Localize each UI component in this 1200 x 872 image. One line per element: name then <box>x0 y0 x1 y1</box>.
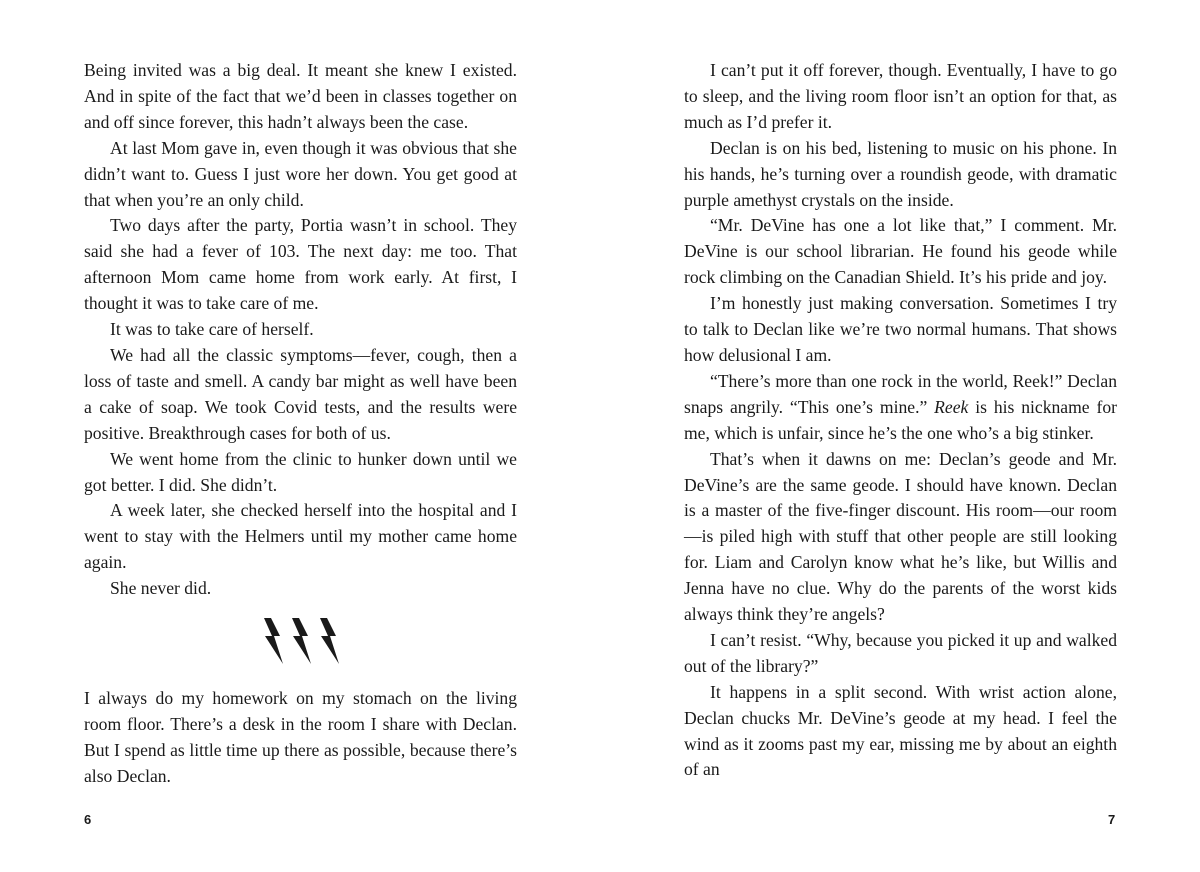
left-page <box>84 58 517 790</box>
paragraph: At last Mom gave in, even though it was obvious that she didn’t want to. Guess I just wore her down. You get good at that when you’re an only child. <box>84 137 517 210</box>
lightning-bolt-icon <box>262 618 284 664</box>
paragraph: I always do my homework on my stomach on the living room floor. There’s a desk in the room I share with Declan. But I spend as little time up there as possible, because there’s also Declan. <box>84 688 517 786</box>
lightning-bolt-icon <box>290 618 312 664</box>
right-page <box>684 58 1117 783</box>
page-number: 6 <box>84 812 92 827</box>
paragraph: “Mr. DeVine has one a lot like that,” I comment. Mr. DeVine is our school librarian. He found his geode while rock climbing on the Canadian Shield. It’s his pride and joy. <box>684 215 1117 288</box>
paragraph: I can’t put it off forever, though. Eventually, I have to go to sleep, and the living room floor isn’t an option for that, as much as I’d prefer it. <box>684 60 1117 132</box>
paragraph: It happens in a split second. With wrist action alone, Declan chucks Mr. DeVine’s geode at my head. I feel the wind as it zooms past my ear, missing me by about an eighth of an <box>684 681 1117 780</box>
paragraph: That’s when it dawns on me: Declan’s geode and Mr. DeVine’s are the same geode. I should have known. Declan is a master of the five-finger discount. His room—our room—is piled high with stuff that other people are still looking for. Liam and Carolyn know what he’s like, but Willis and Jenna have no clue. Why do the parents of the worst kids always think they’re angels? <box>684 448 1117 625</box>
paragraph: I can’t resist. “Why, because you picked it up and walked out of the library?” <box>684 629 1117 676</box>
page-number: 7 <box>1108 812 1116 827</box>
paragraph: She never did. <box>110 578 212 599</box>
paragraph: Declan is on his bed, listening to music on his phone. In his hands, he’s turning over a roundish geode, with dramatic purple amethyst crystals on the inside. <box>684 137 1117 210</box>
paragraph-text: “There’s more than one rock in the world, Reek!” Declan snaps angrily. “This one’s mine.” <box>684 370 1117 417</box>
paragraph: We had all the classic symptoms—fever, cough, then a loss of taste and smell. A candy bar might as well have been a cake of soap. We took Covid tests, and the results were positive. Breakthrough cases for both of us. <box>84 344 517 443</box>
paragraph: Being invited was a big deal. It meant she knew I existed. And in spite of the fact that we’d been in classes together on and off since forever, this hadn’t always been the case. <box>84 60 517 132</box>
paragraph: It was to take care of herself. <box>110 319 314 340</box>
italic-nickname: Reek <box>934 396 969 417</box>
paragraph: I’m honestly just making conversation. Sometimes I try to talk to Declan like we’re two normal humans. That shows how delusional I am. <box>684 293 1117 365</box>
paragraph: We went home from the clinic to hunker down until we got better. I did. She didn’t. <box>84 448 517 495</box>
paragraph: Two days after the party, Portia wasn’t in school. They said she had a fever of 103. The next day: me too. That afternoon Mom came home from work early. At first, I thought it was to take care of me. <box>84 215 517 314</box>
paragraph-text: is his nickname for me, which is unfair, since he’s the one who’s a big stinker. <box>684 396 1117 443</box>
paragraph <box>684 369 1117 447</box>
lightning-bolt-icon <box>318 618 340 664</box>
scene-break-ornament <box>84 618 517 666</box>
paragraph: A week later, she checked herself into the hospital and I went to stay with the Helmers until my mother came home again. <box>84 500 517 573</box>
